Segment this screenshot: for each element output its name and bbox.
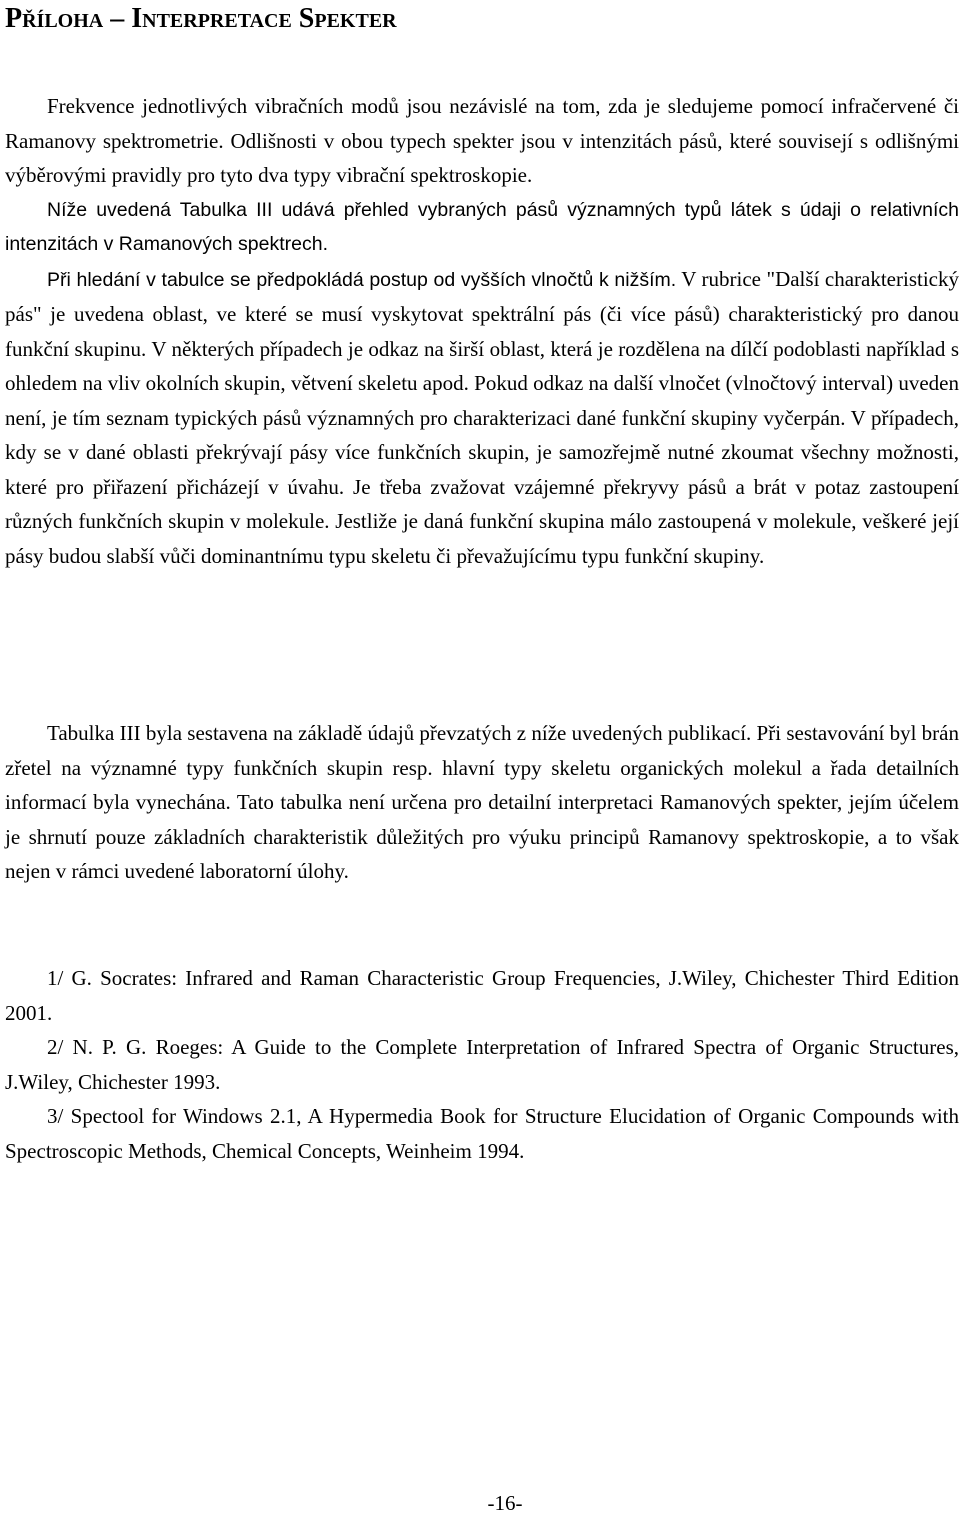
title-word-2-rest: nterpretace: [142, 3, 292, 34]
title-word-3-initial: S: [298, 3, 315, 34]
title-word-1-initial: P: [5, 3, 23, 34]
paragraph-frequencies: Frekvence jednotlivých vibračních modů jsou nezávislé na tom, zda je sledujeme pomocí infračervené či Ramanovy spektrometrie. Odlišnosti v obou typech spekter jsou v intenzitách pásů, které souvisejí s odlišnými výběrovými pravidly pro tyto dva typy vibrační spektroskopie.: [5, 94, 959, 187]
paragraph-search-procedure: [5, 262, 959, 574]
page-title: [5, 2, 397, 36]
reference-list: [5, 961, 959, 1168]
reference-item: 2/ N. P. G. Roeges: A Guide to the Complete Interpretation of Infrared Spectra of Organic Structures, J.Wiley, Chichester 1993.: [5, 1035, 959, 1094]
title-word-2-initial: I: [131, 3, 143, 34]
page-number: -16-: [487, 1491, 523, 1515]
paragraph-table-sources: Tabulka III byla sestavena na základě údajů převzatých z níže uvedených publikací. Při sestavování byl brán zřetel na významné typy funkčních skupin resp. hlavní typy skeletu organických molekul a řada detailních informací byla vynechána. Tato tabulka není určena pro detailní interpretaci Ramanových spekter, jejím účelem je shrnutí pouze základních charakteristik důležitých pro výuku principů Ramanovy spektroskopie, a to však nejen v rámci uvedené laboratorní úlohy.: [5, 721, 959, 883]
reference-item: 3/ Spectool for Windows 2.1, A Hypermedia Book for Structure Elucidation of Organic Compounds with Spectroscopic Methods, Chemical Concepts, Weinheim 1994.: [5, 1104, 959, 1163]
search-procedure-text: V rubrice "Další charakteristický pás" je uvedena oblast, ve které se musí vyskytovat spektrální pás (či více pásů) charakteristický pro danou funkční skupinu. V některých případech je odkaz na širší oblast, která je rozdělena na dílčí podoblasti například s ohledem na vliv okolních skupin, větvení skeletu apod. Pokud odkaz na další vlnočet (vlnočtový interval) uveden není, je tím seznam typických pásů významných pro charakterizaci dané funkční skupiny vyčerpán. V případech, kdy se v dané oblasti překrývají pásy více funkčních skupin, je samozřejmě nutné zkoumat všechny možnosti, které pro přiřazení přicházejí v úvahu. Je třeba zvažovat vzájemné překryvy pásů a brát v potaz zastoupení různých funkčních skupin v molekule. Jestliže je daná funkční skupina málo zastoupená v molekule, veškeré její pásy budou slabší vůči dominantnímu typu skeletu či převažujícímu typu funkční skupiny.: [5, 266, 959, 568]
title-word-1-rest: říloha: [22, 3, 104, 34]
title-dash: –: [103, 3, 132, 34]
intro-section: [5, 89, 959, 573]
sources-section: [5, 716, 959, 889]
title-space: [292, 3, 299, 34]
reference-item: 1/ G. Socrates: Infrared and Raman Characteristic Group Frequencies, J.Wiley, Chichester Third Edition 2001.: [5, 966, 959, 1025]
title-word-3-rest: pekter: [314, 3, 397, 34]
paragraph-table-overview: Níže uvedená Tabulka III udává přehled vybraných pásů významných typů látek s údaji o relativních intenzitách v Ramanových spektrech.: [5, 198, 959, 255]
search-procedure-lead: Při hledání v tabulce se předpokládá postup od vyšších vlnočtů k nižším.: [47, 268, 677, 291]
